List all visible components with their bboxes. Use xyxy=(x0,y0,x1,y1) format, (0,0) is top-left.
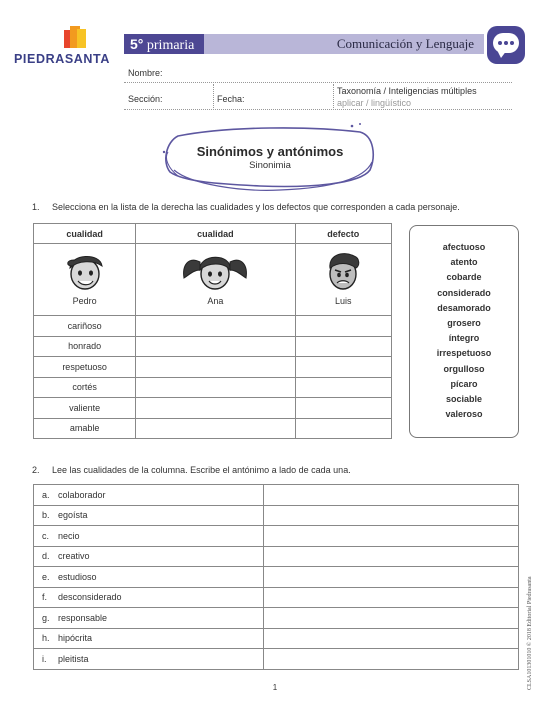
list-item: irrespetuoso xyxy=(436,348,492,359)
table-row: respetuoso xyxy=(34,357,392,378)
worksheet-title-frame xyxy=(160,122,380,194)
character-name: Ana xyxy=(207,296,224,306)
table-row: d. creativo xyxy=(34,546,519,567)
table-row: c. necio xyxy=(34,526,519,547)
grade-label xyxy=(124,34,204,54)
publisher-logo xyxy=(14,26,122,70)
exercise-1-number: 1. xyxy=(32,202,40,212)
exercise-1-text: Selecciona en la lista de la derecha las cualidades y los defectos que corresponden a cada personaje. xyxy=(52,202,460,212)
word-list-box xyxy=(409,225,519,438)
angry-boy-face-icon xyxy=(322,248,364,292)
grade-number: 5° xyxy=(130,36,144,52)
table-row: h. hipócrita xyxy=(34,628,519,649)
list-item: considerado xyxy=(437,287,491,298)
exercise-2-text: Lee las cualidades de la columna. Escribe el antónimo a lado de cada una. xyxy=(52,465,351,475)
girl-face-icon xyxy=(180,248,250,292)
list-item: atento xyxy=(450,257,478,268)
column-header: defecto xyxy=(295,224,392,244)
list-item: valeroso xyxy=(445,409,483,420)
column-header: cualidad xyxy=(136,224,295,244)
table-row: e. estudioso xyxy=(34,567,519,588)
list-item: sociable xyxy=(445,393,483,404)
list-item: íntegro xyxy=(448,333,480,344)
qualities-table xyxy=(33,223,392,439)
copyright-note: CLSA101301010 © 2018 Editorial Piedrasanta xyxy=(527,576,533,690)
taxonomy-value: aplicar / lingüístico xyxy=(337,98,412,108)
list-item: afectuoso xyxy=(442,242,486,252)
table-row: cortés xyxy=(34,377,392,398)
answer-cell[interactable] xyxy=(264,567,519,588)
character-luis xyxy=(295,244,392,316)
section-label: Sección: xyxy=(128,94,163,104)
exercise-2-instruction xyxy=(32,465,351,475)
table-row: f. desconsiderado xyxy=(34,587,519,608)
answer-cell[interactable] xyxy=(264,608,519,629)
worksheet-title: Sinónimos y antónimos xyxy=(196,144,344,159)
character-pedro xyxy=(34,244,136,316)
list-item: pícaro xyxy=(450,378,478,389)
list-item: grosero xyxy=(447,317,481,328)
table-row: g. responsable xyxy=(34,608,519,629)
column-header: cualidad xyxy=(34,224,136,244)
character-ana xyxy=(136,244,295,316)
worksheet-subtitle: Sinonimia xyxy=(249,160,291,171)
character-name: Pedro xyxy=(72,296,97,306)
list-item: orgulloso xyxy=(443,363,485,374)
answer-cell[interactable] xyxy=(264,649,519,670)
grade-banner xyxy=(124,34,484,54)
answer-cell[interactable] xyxy=(264,546,519,567)
name-line[interactable] xyxy=(124,82,512,83)
table-row: valiente xyxy=(34,398,392,419)
answer-cell[interactable] xyxy=(264,628,519,649)
table-row: a. colaborador xyxy=(34,485,519,506)
answer-cell[interactable] xyxy=(264,587,519,608)
publisher-name: PIEDRASANTA xyxy=(14,52,110,66)
list-item: cobarde xyxy=(446,272,482,283)
taxonomy-label: Taxonomía / Inteligencias múltiples xyxy=(337,86,477,96)
logo-book-icon xyxy=(64,26,88,48)
answer-cell[interactable] xyxy=(264,526,519,547)
name-label: Nombre: xyxy=(128,68,163,78)
page-number: 1 xyxy=(272,683,278,692)
grade-text: primaria xyxy=(146,38,195,53)
table-row: cariñoso xyxy=(34,316,392,337)
antonyms-table xyxy=(33,484,519,670)
section-line[interactable] xyxy=(124,109,512,110)
subject-title: Comunicación y Lenguaje xyxy=(336,36,474,51)
answer-cell[interactable] xyxy=(264,505,519,526)
date-label: Fecha: xyxy=(217,94,245,104)
boy-face-icon xyxy=(64,248,106,292)
exercise-1-instruction xyxy=(32,202,460,212)
table-row: honrado xyxy=(34,336,392,357)
table-row: b. egoísta xyxy=(34,505,519,526)
answer-cell[interactable] xyxy=(264,485,519,506)
speech-bubble-icon xyxy=(487,26,525,64)
table-row: i. pleitista xyxy=(34,649,519,670)
exercise-2-number: 2. xyxy=(32,465,40,475)
character-name: Luis xyxy=(334,296,352,306)
list-item: desamorado xyxy=(437,302,491,313)
table-row: amable xyxy=(34,418,392,439)
